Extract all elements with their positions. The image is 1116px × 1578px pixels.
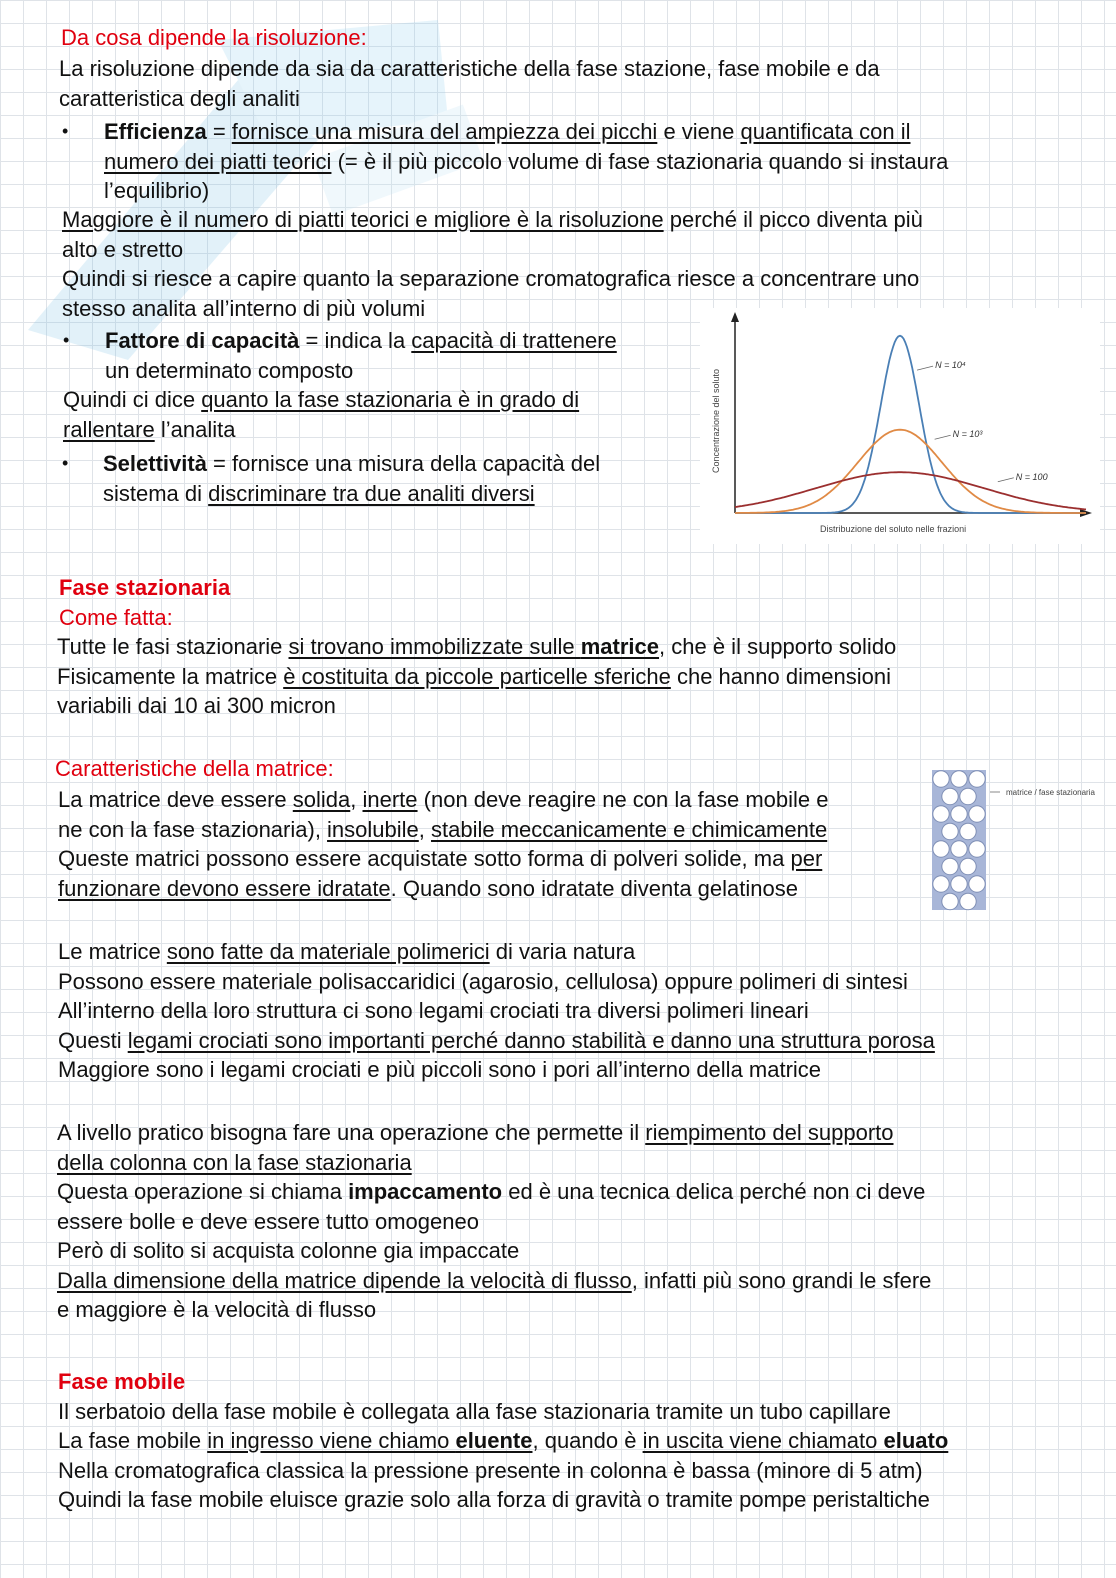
matrice-line-2: ne con la fase stazionaria), insolubile, stabile meccanicamente e chimicamente [58, 816, 828, 842]
quindi-line-2: stesso analita all’interno di più volumi [62, 295, 426, 321]
matrice-line-1: La matrice deve essere solida, inerte (non deve reagire ne con la fase mobile e [58, 787, 829, 812]
polimeri-line-1: Le matrice sono fatte da materiale polimerici di varia natura [58, 939, 636, 964]
bead-10 [933, 841, 949, 857]
x-axis-label: Distribuzione del soluto nelle frazioni [820, 524, 967, 534]
polimeri-line-2: Possono essere materiale polisaccaridici (agarosio, cellulosa) oppure polimeri di sintesi [58, 968, 908, 994]
polimeri-line-3: All’interno della loro struttura ci sono legami crociati tra diversi polimeri lineari [58, 998, 809, 1023]
bead-label: matrice / fase stazionaria [1006, 788, 1095, 797]
selettivita-line-1: Selettività = fornisce una misura della capacità del [103, 451, 601, 476]
capacita-line-2: un determinato composto [105, 357, 354, 383]
subheading-come-fatta: Come fatta: [59, 604, 173, 630]
y-axis-label: Concentrazione del soluto [711, 368, 721, 473]
matrix-beads-illustration [926, 768, 1110, 914]
quindi-line-1: Quindi si riesce a capire quanto la separazione cromatografica riesce a concentrare uno [62, 266, 920, 291]
efficienza-line-2: numero dei piatti teorici (= è il più piccolo volume di fase stazionaria quando si instaura [104, 148, 949, 174]
impacco-line-3: Questa operazione si chiama impaccamento ed è una tecnica delica perché non ci deve [57, 1179, 926, 1204]
stazionaria-line-1: Tutte le fasi stazionarie si trovano immobilizzate sulle matrice, che è il supporto solido [57, 634, 897, 659]
bead-13 [942, 858, 958, 874]
peaks-chart [700, 308, 1100, 544]
polimeri-line-5: Maggiore sono i legami crociati e più piccoli sono i pori all’interno della matrice [58, 1057, 822, 1082]
bead-1 [951, 771, 967, 787]
mobile-line-4: Quindi la fase mobile eluisce grazie solo alla forza di gravità o tramite pompe peristaltiche [58, 1487, 930, 1512]
impacco-line-2: della colonna con la fase stazionaria [57, 1149, 412, 1175]
capacita-quindi-1: Quindi ci dice quanto la fase stazionaria è in grado di [63, 387, 580, 412]
maggiore-line-2: alto e stretto [62, 236, 184, 262]
impacco-line-5: Però di solito si acquista colonne gia impaccate [57, 1238, 520, 1263]
stazionaria-line-3: variabili dai 10 ai 300 micron [57, 693, 336, 718]
bead-4 [960, 788, 976, 804]
bullet-selettivita: • [62, 453, 69, 473]
bead-7 [969, 806, 985, 822]
heading-fase-stazionaria: Fase stazionaria [59, 575, 231, 600]
capacita-line-1: Fattore di capacità = indica la capacità di trattenere [105, 328, 617, 353]
selettivita-line-2: sistema di discriminare tra due analiti diversi [103, 480, 535, 506]
mobile-line-3: Nella cromatografica classica la pressione presente in colonna è bassa (minore di 5 atm) [58, 1457, 923, 1483]
bead-14 [960, 858, 976, 874]
heading-caratteristiche-matrice: Caratteristiche della matrice: [55, 756, 334, 781]
bead-9 [960, 823, 976, 839]
matrice-line-3: Queste matrici possono essere acquistate sotto forma di polveri solide, ma per [58, 846, 823, 871]
bead-8 [942, 823, 958, 839]
series-label-2: N = 100 [1015, 471, 1048, 482]
bead-16 [951, 876, 967, 892]
maggiore-line-1: Maggiore è il numero di piatti teorici e migliore è la risoluzione perché il picco diventa più [62, 207, 923, 232]
bead-5 [933, 806, 949, 822]
impacco-line-1: A livello pratico bisogna fare una operazione che permette il riempimento del supporto [57, 1120, 894, 1145]
series-label-1: N = 10³ [952, 429, 983, 440]
bullet-efficienza: • [62, 121, 69, 141]
efficienza-line-1: Efficienza = fornisce una misura del ampiezza dei picchi e viene quantificata con il [104, 119, 911, 144]
heading-risoluzione: Da cosa dipende la risoluzione: [61, 25, 367, 50]
bead-3 [942, 788, 958, 804]
impacco-line-7: e maggiore è la velocità di flusso [57, 1297, 377, 1322]
intro-line-1: La risoluzione dipende da sia da caratteristiche della fase stazione, fase mobile e da [59, 56, 880, 81]
series-label-0: N = 10⁴ [935, 360, 966, 371]
bead-2 [969, 771, 985, 787]
matrice-line-4: funzionare devono essere idratate. Quando sono idratate diventa gelatinose [58, 875, 798, 901]
bead-6 [951, 806, 967, 822]
mobile-line-2: La fase mobile in ingresso viene chiamo eluente, quando è in uscita viene chiamato eluato [58, 1428, 949, 1453]
capacita-quindi-2: rallentare l’analita [63, 416, 236, 442]
stazionaria-line-2: Fisicamente la matrice è costituita da piccole particelle sferiche che hanno dimensioni [57, 663, 891, 689]
bead-17 [969, 876, 985, 892]
efficienza-line-3: l’equilibrio) [104, 178, 210, 203]
bead-12 [969, 841, 985, 857]
intro-line-2: caratteristica degli analiti [59, 85, 300, 111]
polimeri-line-4: Questi legami crociati sono importanti perché danno stabilità e danno una struttura porosa [58, 1027, 935, 1053]
impacco-line-6: Dalla dimensione della matrice dipende la velocità di flusso, infatti più sono grandi le sfere [57, 1267, 932, 1293]
impacco-line-4: essere bolle e deve essere tutto omogeneo [57, 1208, 479, 1234]
bead-19 [960, 893, 976, 909]
bead-15 [933, 876, 949, 892]
bead-0 [933, 771, 949, 787]
bead-11 [951, 841, 967, 857]
heading-fase-mobile: Fase mobile [58, 1369, 186, 1394]
bullet-capacita: • [63, 330, 70, 350]
bead-18 [942, 893, 958, 909]
mobile-line-1: Il serbatoio della fase mobile è collegata alla fase stazionaria tramite un tubo capillare [58, 1398, 891, 1424]
